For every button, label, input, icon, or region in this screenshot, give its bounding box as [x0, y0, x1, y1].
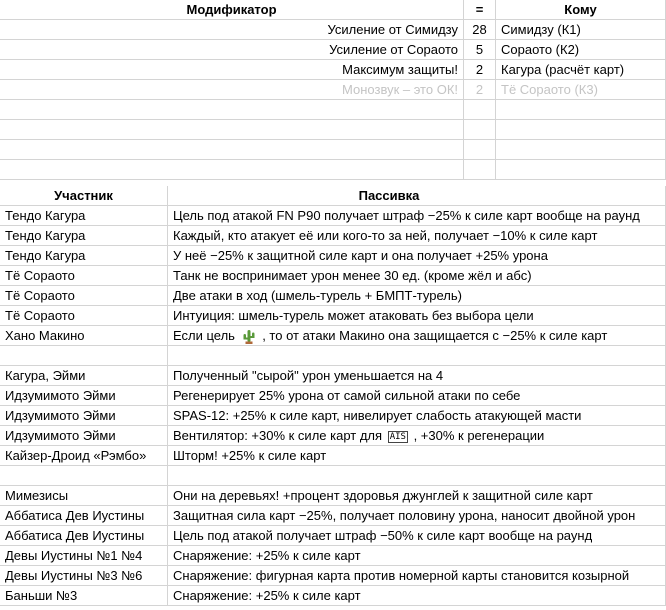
- participant-name[interactable]: Идзумимото Эйми: [0, 406, 168, 426]
- empty-cell[interactable]: [464, 140, 496, 160]
- participant-row: [0, 486, 666, 506]
- participant-row: [0, 246, 666, 266]
- participant-name[interactable]: Аббатиса Дев Иустины: [0, 526, 168, 546]
- modifier-value[interactable]: 28: [464, 20, 496, 40]
- modifier-header-eq[interactable]: =: [464, 0, 496, 20]
- participant-passive[interactable]: Шторм! +25% к силе карт: [168, 446, 666, 466]
- empty-cell[interactable]: [0, 120, 464, 140]
- passive-text-end: , +30% к регенерации: [413, 428, 545, 443]
- participant-name[interactable]: Баньши №3: [0, 586, 168, 606]
- modifier-value[interactable]: 2: [464, 80, 496, 100]
- modifier-name[interactable]: Монозвук – это ОК!: [0, 80, 464, 100]
- modifier-target[interactable]: Сораото (К2): [496, 40, 666, 60]
- participant-row: [0, 546, 666, 566]
- participant-name[interactable]: Девы Иустины №3 №6: [0, 566, 168, 586]
- participant-row: [0, 366, 666, 386]
- empty-row: [0, 100, 666, 120]
- participant-row: [0, 426, 666, 446]
- ais-icon: AIS: [389, 431, 406, 442]
- participant-passive[interactable]: Две атаки в ход (шмель-турель + БМПТ-турель): [168, 286, 666, 306]
- participant-row: [0, 566, 666, 586]
- empty-row: [0, 160, 666, 180]
- modifier-value[interactable]: 5: [464, 40, 496, 60]
- modifier-row: [0, 40, 666, 60]
- empty-cell[interactable]: [168, 466, 666, 486]
- passive-text-end: , то от атаки Макино она защищается с −25% к силе карт: [262, 328, 608, 343]
- modifier-name[interactable]: Максимум защиты!: [0, 60, 464, 80]
- participant-row: [0, 526, 666, 546]
- participant-name[interactable]: Кайзер-Дроид «Рэмбо»: [0, 446, 168, 466]
- participant-row: [0, 266, 666, 286]
- participant-passive[interactable]: [168, 426, 666, 446]
- participant-name[interactable]: Мимезисы: [0, 486, 168, 506]
- empty-row: [0, 140, 666, 160]
- empty-cell[interactable]: [0, 100, 464, 120]
- modifier-row: [0, 80, 666, 100]
- empty-cell[interactable]: [0, 140, 464, 160]
- participant-row: [0, 586, 666, 606]
- participant-name[interactable]: Тендо Кагура: [0, 206, 168, 226]
- participant-passive[interactable]: SPAS-12: +25% к силе карт, нивелирует слабость атакующей масти: [168, 406, 666, 426]
- modifier-row: [0, 20, 666, 40]
- modifier-target[interactable]: Симидзу (К1): [496, 20, 666, 40]
- participant-name[interactable]: Тё Сораото: [0, 266, 168, 286]
- passive-text-start: Если цель: [173, 328, 235, 343]
- participant-row: [0, 506, 666, 526]
- empty-row: [0, 346, 666, 366]
- participant-name[interactable]: Тендо Кагура: [0, 246, 168, 266]
- participant-name[interactable]: Идзумимото Эйми: [0, 386, 168, 406]
- participant-passive[interactable]: У неё −25% к защитной силе карт и она получает +25% урона: [168, 246, 666, 266]
- modifier-header-row: [0, 0, 666, 20]
- participant-name[interactable]: Тё Сораото: [0, 286, 168, 306]
- empty-cell[interactable]: [464, 160, 496, 180]
- participant-passive[interactable]: Интуиция: шмель-турель может атаковать без выбора цели: [168, 306, 666, 326]
- empty-cell[interactable]: [0, 346, 168, 366]
- participant-name[interactable]: Идзумимото Эйми: [0, 426, 168, 446]
- cactus-icon: [241, 329, 257, 345]
- participant-row: [0, 326, 666, 346]
- participant-passive[interactable]: Защитная сила карт −25%, получает половину урона, наносит двойной урон: [168, 506, 666, 526]
- modifier-target[interactable]: Тё Сораото (К3): [496, 80, 666, 100]
- participant-passive[interactable]: Снаряжение: +25% к силе карт: [168, 546, 666, 566]
- modifier-name[interactable]: Усиление от Сораото: [0, 40, 464, 60]
- modifier-name[interactable]: Усиление от Симидзу: [0, 20, 464, 40]
- participant-name[interactable]: Хано Макино: [0, 326, 168, 346]
- modifier-row: [0, 60, 666, 80]
- empty-cell[interactable]: [0, 466, 168, 486]
- participant-passive[interactable]: [168, 326, 666, 346]
- modifier-target[interactable]: Кагура (расчёт карт): [496, 60, 666, 80]
- participant-row: [0, 226, 666, 246]
- participant-name[interactable]: Девы Иустины №1 №4: [0, 546, 168, 566]
- participant-header[interactable]: Участник: [0, 186, 168, 206]
- participant-row: [0, 446, 666, 466]
- empty-cell[interactable]: [464, 100, 496, 120]
- participant-passive[interactable]: Они на деревьях! +процент здоровья джунглей к защитной силе карт: [168, 486, 666, 506]
- empty-cell[interactable]: [496, 120, 666, 140]
- participant-row: [0, 206, 666, 226]
- empty-cell[interactable]: [496, 100, 666, 120]
- participant-row: [0, 286, 666, 306]
- participant-name[interactable]: Тё Сораото: [0, 306, 168, 326]
- participant-row: [0, 406, 666, 426]
- empty-cell[interactable]: [464, 120, 496, 140]
- empty-row: [0, 120, 666, 140]
- participant-passive[interactable]: Цель под атакой FN P90 получает штраф −25% к силе карт вообще на раунд: [168, 206, 666, 226]
- empty-cell[interactable]: [496, 160, 666, 180]
- modifier-header-name[interactable]: Модификатор: [0, 0, 464, 20]
- participant-row: [0, 306, 666, 326]
- participant-passive[interactable]: Снаряжение: +25% к силе карт: [168, 586, 666, 606]
- passive-header[interactable]: Пассивка: [168, 186, 666, 206]
- empty-cell[interactable]: [0, 160, 464, 180]
- participant-passive[interactable]: Полученный "сырой" урон уменьшается на 4: [168, 366, 666, 386]
- participant-passive[interactable]: Танк не воспринимает урон менее 30 ед. (кроме жёл и абс): [168, 266, 666, 286]
- passive-text-start: Вентилятор: +30% к силе карт для: [173, 428, 383, 443]
- participant-row: [0, 386, 666, 406]
- participants-header-row: [0, 186, 666, 206]
- empty-row: [0, 466, 666, 486]
- participant-passive[interactable]: Каждый, кто атакует её или кого-то за ней, получает −10% к силе карт: [168, 226, 666, 246]
- participant-name[interactable]: Тендо Кагура: [0, 226, 168, 246]
- participant-passive[interactable]: Регенерирует 25% урона от самой сильной атаки по себе: [168, 386, 666, 406]
- empty-cell[interactable]: [496, 140, 666, 160]
- empty-cell[interactable]: [168, 346, 666, 366]
- modifier-header-target[interactable]: Кому: [496, 0, 666, 20]
- participant-name[interactable]: Аббатиса Дев Иустины: [0, 506, 168, 526]
- participant-name[interactable]: Кагура, Эйми: [0, 366, 168, 386]
- participant-passive[interactable]: Снаряжение: фигурная карта против номерной карты становится козырной: [168, 566, 666, 586]
- modifier-value[interactable]: 2: [464, 60, 496, 80]
- participant-passive[interactable]: Цель под атакой получает штраф −50% к силе карт вообще на раунд: [168, 526, 666, 546]
